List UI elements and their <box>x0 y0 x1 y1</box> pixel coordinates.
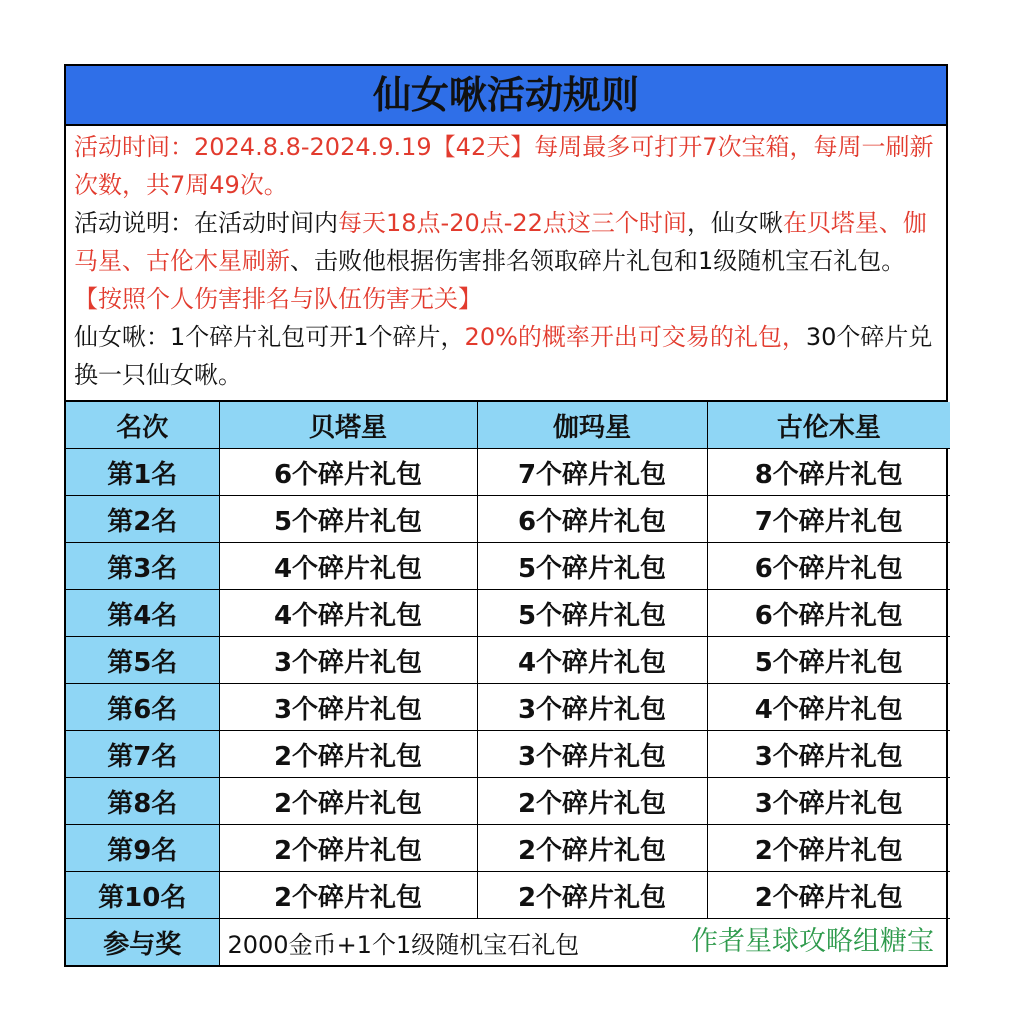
reward-cell: 6个碎片礼包 <box>707 543 950 590</box>
table-row <box>66 731 950 778</box>
table-row <box>66 684 950 731</box>
table-row <box>66 825 950 872</box>
activity-time-text: 活动时间：2024.8.8-2024.9.19【42天】每周最多可打开7次宝箱，每周一刷新次数，共7周49次。 <box>74 133 934 199</box>
reward-cell: 2个碎片礼包 <box>219 825 477 872</box>
reward-cell: 2个碎片礼包 <box>477 872 707 919</box>
header-beta: 贝塔星 <box>219 402 477 449</box>
page-title: 仙女啾活动规则 <box>66 66 946 126</box>
table-header-row <box>66 402 950 449</box>
reward-cell: 5个碎片礼包 <box>707 637 950 684</box>
header-gulunmu: 古伦木星 <box>707 402 950 449</box>
table-row <box>66 496 950 543</box>
desc-part-1: 活动说明：在活动时间内 <box>74 209 338 237</box>
desc-part-3: ，仙女啾 <box>686 209 783 237</box>
reward-cell: 3个碎片礼包 <box>477 684 707 731</box>
reward-cell: 4个碎片礼包 <box>477 637 707 684</box>
fairy-part-1: 仙女啾：1个碎片礼包可开1个碎片， <box>74 323 465 351</box>
desc-part-2: 每天18点-20点-22点这三个时间 <box>338 209 687 237</box>
fairy-part-2: 20%的概率开出可交易的礼包， <box>464 323 806 351</box>
reward-cell: 5个碎片礼包 <box>477 543 707 590</box>
rule-activity-description <box>74 204 938 318</box>
reward-cell: 3个碎片礼包 <box>707 731 950 778</box>
table-row <box>66 778 950 825</box>
reward-cell: 6个碎片礼包 <box>707 590 950 637</box>
reward-cell: 7个碎片礼包 <box>707 496 950 543</box>
desc-part-6: 【按照个人伤害排名与队伍伤害无关】 <box>74 285 482 313</box>
reward-cell: 6个碎片礼包 <box>219 449 477 496</box>
participation-label: 参与奖 <box>66 919 219 966</box>
table-row <box>66 543 950 590</box>
rules-text <box>66 126 946 402</box>
reward-cell: 2个碎片礼包 <box>477 778 707 825</box>
rank-cell: 第4名 <box>66 590 219 637</box>
desc-part-4: 在贝塔星、伽马星、古伦木星刷新 <box>74 209 927 275</box>
participation-reward-cell <box>219 919 950 966</box>
reward-cell: 3个碎片礼包 <box>707 778 950 825</box>
table-row <box>66 590 950 637</box>
reward-cell: 5个碎片礼包 <box>219 496 477 543</box>
rule-activity-time <box>74 128 938 204</box>
header-rank: 名次 <box>66 402 219 449</box>
author-credit: 作者星球攻略组糖宝 <box>691 926 934 957</box>
rank-cell: 第1名 <box>66 449 219 496</box>
participation-reward: 2000金币+1个1级随机宝石礼包 <box>227 930 580 959</box>
rank-cell: 第10名 <box>66 872 219 919</box>
reward-table <box>66 402 950 965</box>
rank-cell: 第9名 <box>66 825 219 872</box>
reward-cell: 3个碎片礼包 <box>219 637 477 684</box>
rule-fairy-info <box>74 318 938 394</box>
reward-cell: 8个碎片礼包 <box>707 449 950 496</box>
reward-cell: 2个碎片礼包 <box>477 825 707 872</box>
reward-cell: 4个碎片礼包 <box>219 590 477 637</box>
header-gamma: 伽玛星 <box>477 402 707 449</box>
reward-cell: 4个碎片礼包 <box>707 684 950 731</box>
reward-cell: 4个碎片礼包 <box>219 543 477 590</box>
rules-sheet <box>64 64 948 967</box>
desc-part-5: 、击败他根据伤害排名领取碎片礼包和1级随机宝石礼包。 <box>290 247 906 275</box>
rank-cell: 第6名 <box>66 684 219 731</box>
reward-cell: 2个碎片礼包 <box>219 778 477 825</box>
rank-cell: 第8名 <box>66 778 219 825</box>
reward-cell: 2个碎片礼包 <box>219 872 477 919</box>
reward-cell: 5个碎片礼包 <box>477 590 707 637</box>
rank-cell: 第3名 <box>66 543 219 590</box>
rank-cell: 第7名 <box>66 731 219 778</box>
reward-cell: 6个碎片礼包 <box>477 496 707 543</box>
table-row <box>66 449 950 496</box>
reward-cell: 2个碎片礼包 <box>707 825 950 872</box>
fairy-part-3: 30个碎片兑换一只仙女啾。 <box>74 323 933 389</box>
reward-cell: 3个碎片礼包 <box>477 731 707 778</box>
reward-cell: 7个碎片礼包 <box>477 449 707 496</box>
reward-cell: 2个碎片礼包 <box>219 731 477 778</box>
participation-row <box>66 919 950 966</box>
reward-cell: 3个碎片礼包 <box>219 684 477 731</box>
reward-cell: 2个碎片礼包 <box>707 872 950 919</box>
rank-cell: 第2名 <box>66 496 219 543</box>
table-row <box>66 637 950 684</box>
rank-cell: 第5名 <box>66 637 219 684</box>
table-row <box>66 872 950 919</box>
